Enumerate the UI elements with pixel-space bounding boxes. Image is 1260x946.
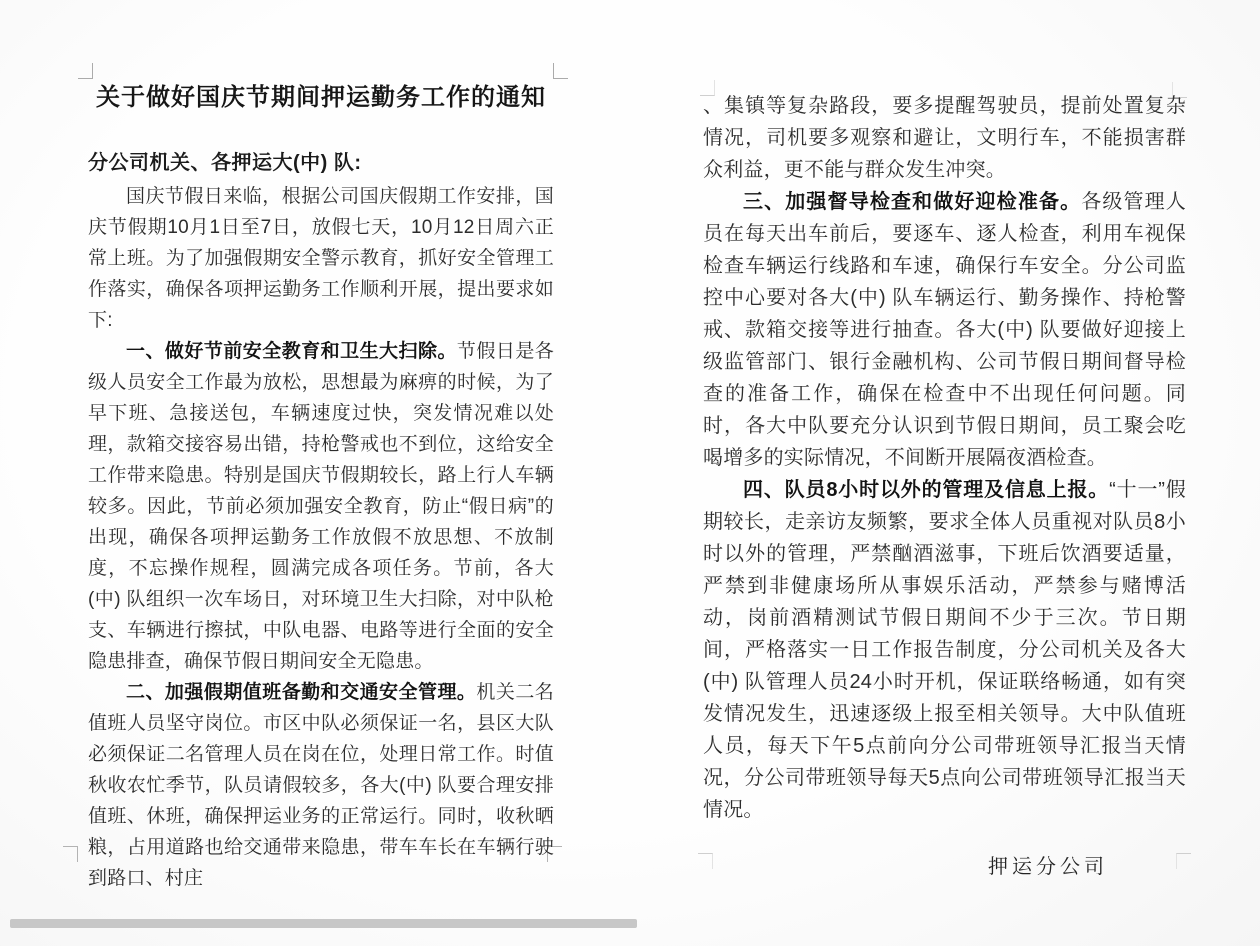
section-1-text: 节假日是各级人员安全工作最为放松，思想最为麻痹的时候，为了早下班、急接送包，车辆速度过快，突发情况难以处理，款箱交接容易出错，持枪警戒也不到位，这给安全工作带来隐患。特别是国庆节假期较长，路上行人车辆较多。因此，节前必须加强安全教育，防止“假日病”的出现，确保各项押运勤务工作放假不放思想、不放制度，不忘操作规程，圆满完成各项任务。节前，各大(中) 队组织一次车场日，对环境卫生大扫除，对中队枪支、车辆进行擦拭，中队电器、电路等进行全面的安全隐患排查，确保节假日期间安全无隐患。 — [88, 341, 554, 672]
section-2-text: 机关二名值班人员坚守岗位。市区中队必须保证一名，县区大队必须保证二名管理人员在岗在位，处理日常工作。时值秋收农忙季节，队员请假较多，各大(中) 队要合理安排值班、休班，确保押运业务的正常运行。同时，收秋晒粮，占用道路也给交通带来隐患，带车车长在车辆行驶到路口、村庄 — [88, 682, 554, 889]
section-4-heading: 四、队员8小时以外的管理及信息上报。 — [743, 479, 1110, 501]
page-2 — [703, 90, 1186, 879]
page-1 — [88, 84, 554, 894]
section-3-paragraph — [703, 186, 1186, 474]
section-4-paragraph — [703, 474, 1186, 826]
section-2-paragraph — [88, 677, 554, 894]
section-1-paragraph — [88, 336, 554, 677]
page1-margin-mark-top-right — [553, 63, 568, 79]
signature: 押运分公司 — [988, 856, 1108, 878]
salutation: 分公司机关、各押运大(中) 队: — [88, 152, 362, 174]
section-2-continued-text: 、集镇等复杂路段，要多提醒驾驶员，提前处置复杂情况，司机要多观察和避让，文明行车，不能损害群众利益，更不能与群众发生冲突。 — [703, 95, 1186, 181]
intro-text: 国庆节假日来临，根据公司国庆假期工作安排，国庆节假期10月1日至7日，放假七天，10月12日周六正常上班。为了加强假期安全警示教育，抓好安全管理工作落实，确保各项押运勤务工作顺利开展，提出要求如下: — [88, 186, 554, 331]
page1-margin-mark-top-left — [78, 63, 93, 79]
section-4-text: “十一”假期较长，走亲访友频繁，要求全体人员重视对队员8小时以外的管理，严禁酗酒滋事，下班后饮酒要适量，严禁到非健康场所从事娱乐活动，严禁参与赌博活动，岗前酒精测试节假日期间不少于三次。节日期间，严格落实一日工作报告制度，分公司机关及各大(中) 队管理人员24小时开机，保证联络畅通，如有突发情况发生，迅速逐级上报至相关领导。大中队值班人员，每天下午5点前向分公司带班领导汇报当天情况，分公司带班领导每天5点向公司带班领导汇报当天情况。 — [703, 479, 1186, 821]
section-2-continued-paragraph — [703, 90, 1186, 186]
section-2-heading: 二、加强假期值班备勤和交通安全管理。 — [126, 682, 477, 703]
section-3-text: 各级管理人员在每天出车前后，要逐车、逐人检查，利用车视保检查车辆运行线路和车速，确保行车安全。分公司监控中心要对各大(中) 队车辆运行、勤务操作、持枪警戒、款箱交接等进行抽查。各大(中) 队要做好迎接上级监管部门、银行金融机构、公司节假日期间督导检查的准备工作，确保在检查中不出现任何问题。同时，各大中队要充分认识到节假日期间，员工聚会吃喝增多的实际情况，不间断开展隔夜酒检查。 — [703, 191, 1187, 469]
section-1-heading: 一、做好节前安全教育和卫生大扫除。 — [126, 341, 457, 362]
intro-paragraph — [88, 181, 554, 336]
page1-bottom-edge-bar — [10, 919, 637, 928]
section-3-heading: 三、加强督导检查和做好迎检准备。 — [743, 191, 1082, 213]
document-title: 关于做好国庆节期间押运勤务工作的通知 — [96, 84, 546, 111]
page1-margin-mark-bottom-left — [63, 846, 78, 862]
